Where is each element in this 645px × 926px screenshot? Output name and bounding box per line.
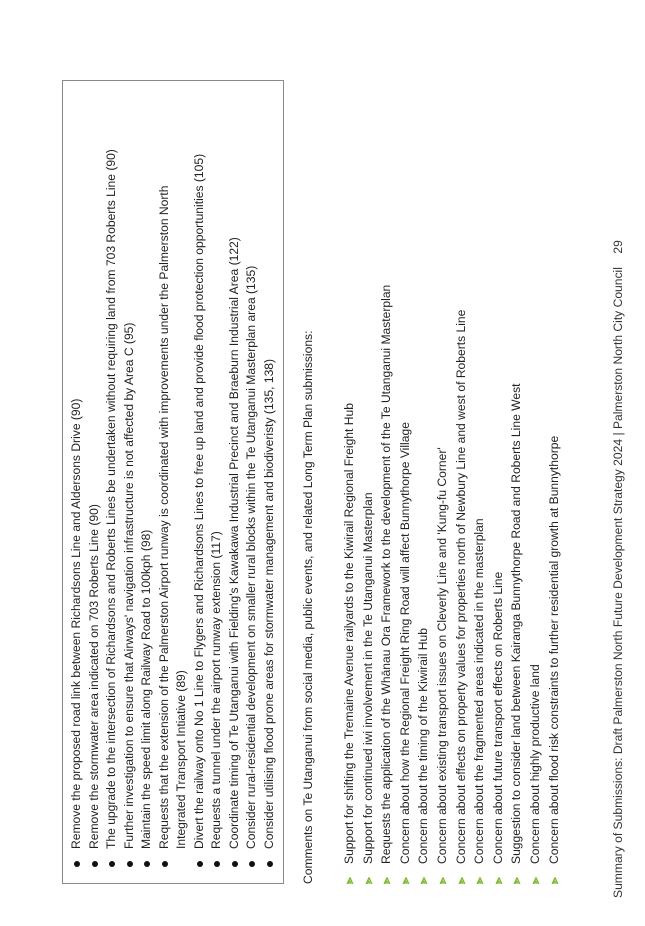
comment-item: [377, 20, 396, 884]
double-chevron-icon: ⪢: [342, 877, 356, 884]
bullet-text: Requests a tunnel under the airport runway extension (117): [209, 531, 223, 849]
bullet-item: [121, 89, 139, 869]
bullet-dot-icon: [232, 861, 238, 867]
submission-points-box: [62, 80, 284, 884]
bullet-text: Requests that the extension of the Palmerston Airport runway is coordinated with improvements under the Palmerston North Integrated Transport Intiative (89): [156, 185, 188, 849]
submission-points-list: [68, 89, 278, 869]
comment-text: Concern about flood risk constraints to further residential growth at Bunnythorpe: [546, 435, 561, 864]
comment-text: Concern about the timing of the Kiwirail Hub: [416, 628, 431, 864]
comment-text: Support for continued iwi involvement in the Te Utanganui Masterplan: [360, 492, 375, 864]
comment-item: [470, 20, 489, 884]
bullet-text: Further investigation to ensure that Airways' navigation infrastructure is not affected by Area C (95): [121, 322, 136, 849]
double-chevron-icon: ⪢: [472, 877, 487, 884]
double-chevron-icon: ⪢: [509, 877, 524, 884]
bullet-dot-icon: [249, 861, 255, 867]
bullet-item: [156, 89, 191, 869]
double-chevron-icon: ⪢: [434, 877, 449, 884]
comment-item: [340, 20, 359, 884]
double-chevron-icon: ⪢: [379, 877, 394, 884]
bullet-dot-icon: [127, 861, 133, 867]
double-chevron-icon: ⪢: [416, 877, 431, 884]
bullet-dot-icon: [267, 861, 273, 867]
bullet-dot-icon: [74, 861, 80, 867]
comment-item: [526, 20, 545, 884]
bullet-text: Consider rural-residential development on smaller rural blocks within the Te Utanganui Masterplan area (135): [244, 265, 258, 849]
comment-text: Concern about highly productive land: [527, 664, 542, 864]
double-chevron-icon: ⪢: [527, 877, 542, 884]
bullet-dot-icon: [162, 861, 168, 867]
bullet-item: [68, 89, 86, 869]
bullet-dot-icon: [197, 861, 203, 867]
bullet-text: Maintain the speed limit along Railway Road to 100kph (98): [139, 529, 153, 849]
comment-text: Suggestion to consider land between Kairanga Bunnythorpe Road and Roberts Line West: [509, 383, 524, 864]
comment-item: [545, 20, 564, 884]
comment-item: [489, 20, 508, 884]
bullet-text: Coordinate timing of Te Utanganui with Fielding's Kawakawa Industrial Precinct and Braeburn Industrial Area (122): [226, 237, 241, 849]
comment-item: [359, 20, 378, 884]
bullet-item: [261, 89, 279, 869]
bullet-text: Consider utilising flood prone areas for stormwater management and biodiveristy (135, 138): [261, 358, 276, 849]
bullet-dot-icon: [214, 861, 220, 867]
bullet-item: [86, 89, 104, 869]
double-chevron-icon: ⪢: [490, 877, 505, 884]
page-number: 29: [611, 240, 625, 254]
page-footer: [610, 240, 627, 898]
comment-text: Support for shifting the Tremaine Avenue railyards to the Kiwirail Regional Freight Hub: [342, 403, 356, 864]
comments-list: [340, 20, 563, 884]
comment-item: [414, 20, 433, 884]
comments-heading: Comments on Te Utanganui from social media, public events, and related Long Term Plan submissions:: [301, 330, 315, 884]
footer-text: Summary of Submissions: Draft Palmerston North Future Development Strategy 2024 | Palmerston North City Council: [611, 267, 625, 898]
bullet-text: The upgrade to the intersection of Richardsons and Roberts Lines be undertaken without requiring land from 703 Roberts Line (90): [104, 149, 118, 849]
bullet-dot-icon: [92, 861, 98, 867]
bullet-text: Divert the railway onto No 1 Line to Flygers and Richardsons Lines to free up land and provide flood protection opportunities (105): [191, 153, 206, 849]
comment-text: Concern about the fragmented areas indicated in the masterplan: [472, 518, 487, 864]
bullet-item: [208, 89, 226, 869]
bullet-text: Remove the stormwater area indicated on 703 Roberts Line (90): [86, 504, 101, 849]
comment-item: [452, 20, 471, 884]
double-chevron-icon: ⪢: [360, 877, 375, 884]
comment-item: [396, 20, 415, 884]
comment-item: [507, 20, 526, 884]
comment-text: Requests the application of the Whānau Ora Framework to the development of the Te Utanganui Masterplan: [379, 284, 394, 864]
bullet-item: [243, 89, 261, 869]
bullet-item: [191, 89, 209, 869]
comment-item: [433, 20, 452, 884]
bullet-text: Remove the proposed road link between Richardsons Line and Aldersons Drive (90): [69, 398, 83, 849]
double-chevron-icon: ⪢: [546, 877, 561, 884]
bullet-dot-icon: [109, 861, 115, 867]
comment-text: Concern about future transport effects on Roberts Line: [490, 571, 505, 864]
bullet-item: [103, 89, 121, 869]
comment-text: Concern about effects on property values for properties north of Newbury Line and west of Roberts Line: [453, 309, 468, 864]
double-chevron-icon: ⪢: [397, 877, 412, 884]
bullet-item: [138, 89, 156, 869]
bullet-dot-icon: [144, 861, 150, 867]
comment-text: Concern about existing transport issues on Cleverly Line and 'Kung-fu Corner': [434, 447, 449, 864]
comment-text: Concern about how the Regional Freight Ring Road will affect Bunnythorpe Village: [397, 422, 412, 864]
double-chevron-icon: ⪢: [453, 877, 468, 884]
bullet-item: [226, 89, 244, 869]
